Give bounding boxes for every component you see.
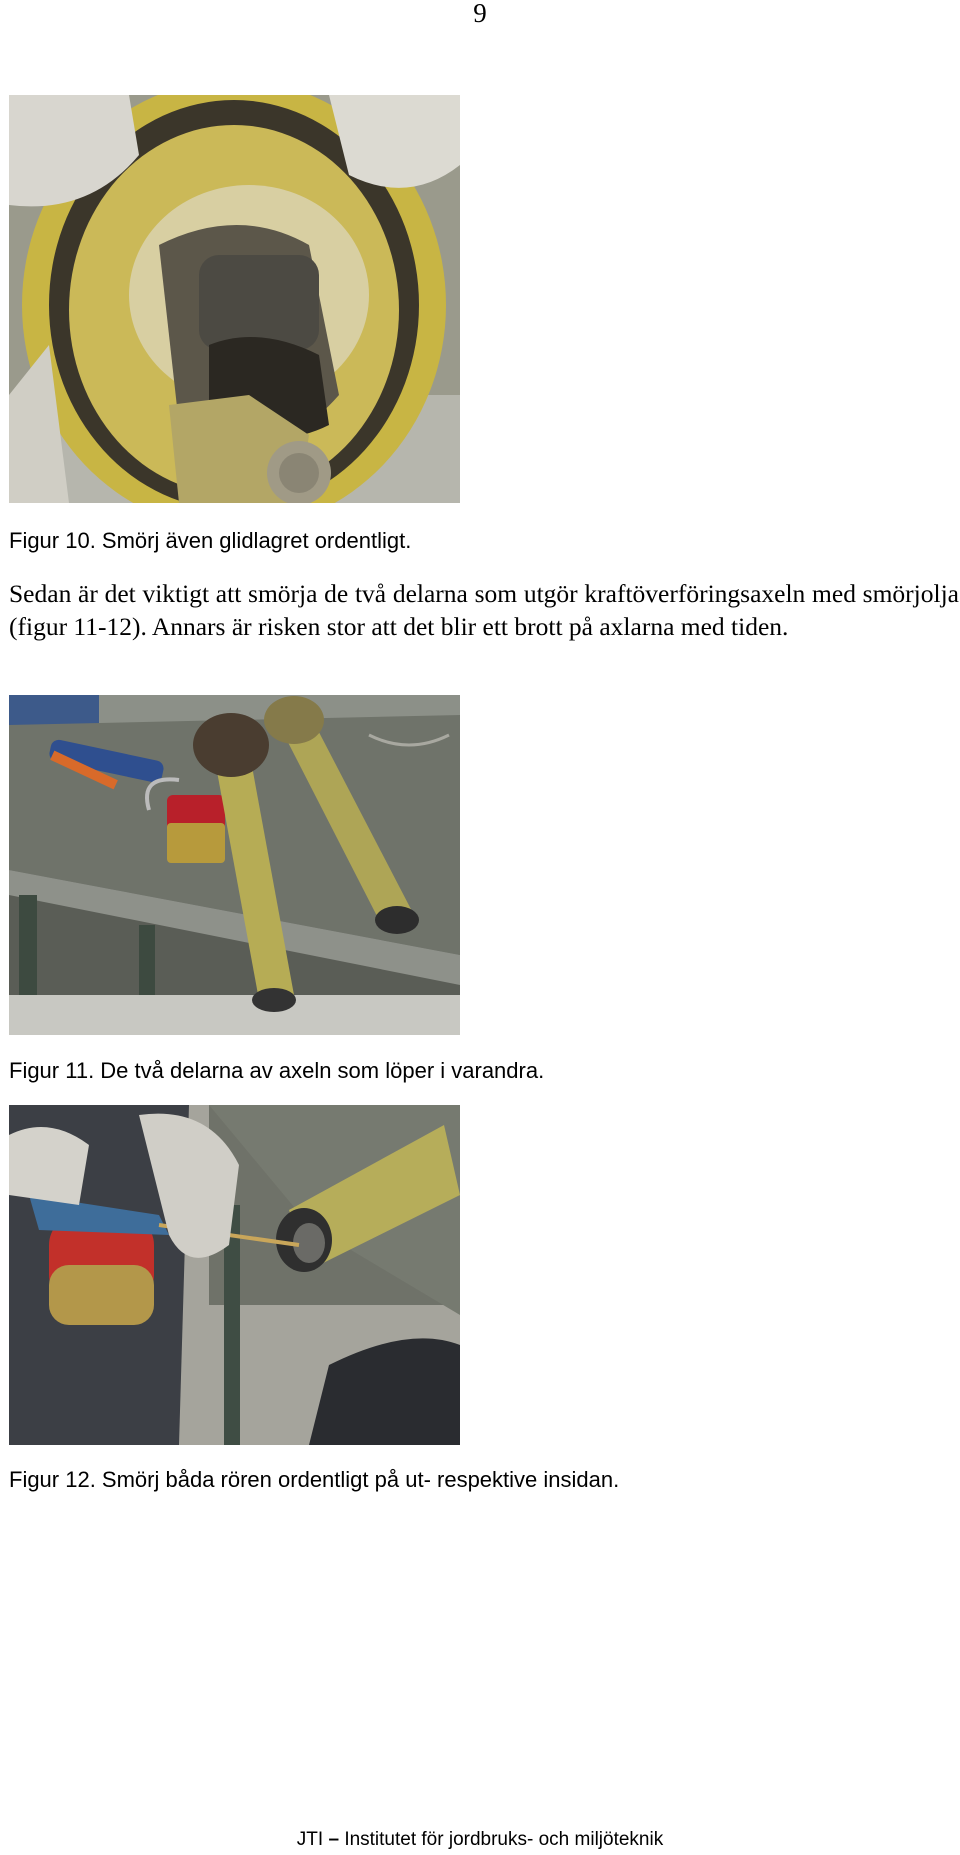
- footer-org-name: Institutet för jordbruks- och miljöteknik: [344, 1829, 664, 1850]
- figure-10-caption: Figur 10. Smörj även glidlagret ordentligt.: [9, 528, 412, 553]
- footer-separator: –: [328, 1829, 340, 1850]
- footer-org-abbrev: JTI: [296, 1829, 324, 1850]
- figure-11-caption: Figur 11. De två delarna av axeln som löper i varandra.: [9, 1058, 545, 1083]
- figure-10-photo: [9, 95, 460, 503]
- figure-12-photo: [9, 1105, 460, 1445]
- page-number: 9: [473, 0, 487, 28]
- figure-12-caption: Figur 12. Smörj båda rören ordentligt på ut- respektive insidan.: [9, 1467, 620, 1492]
- figure-11-photo: [9, 695, 460, 1035]
- page-footer: [0, 1828, 960, 1852]
- body-paragraph: Sedan är det viktigt att smörja de två delarna som utgör kraftöverföringsaxeln med smörjolja (figur 11-12). Annars är risken stor att det blir ett brott på axlarna med tiden.: [9, 579, 959, 641]
